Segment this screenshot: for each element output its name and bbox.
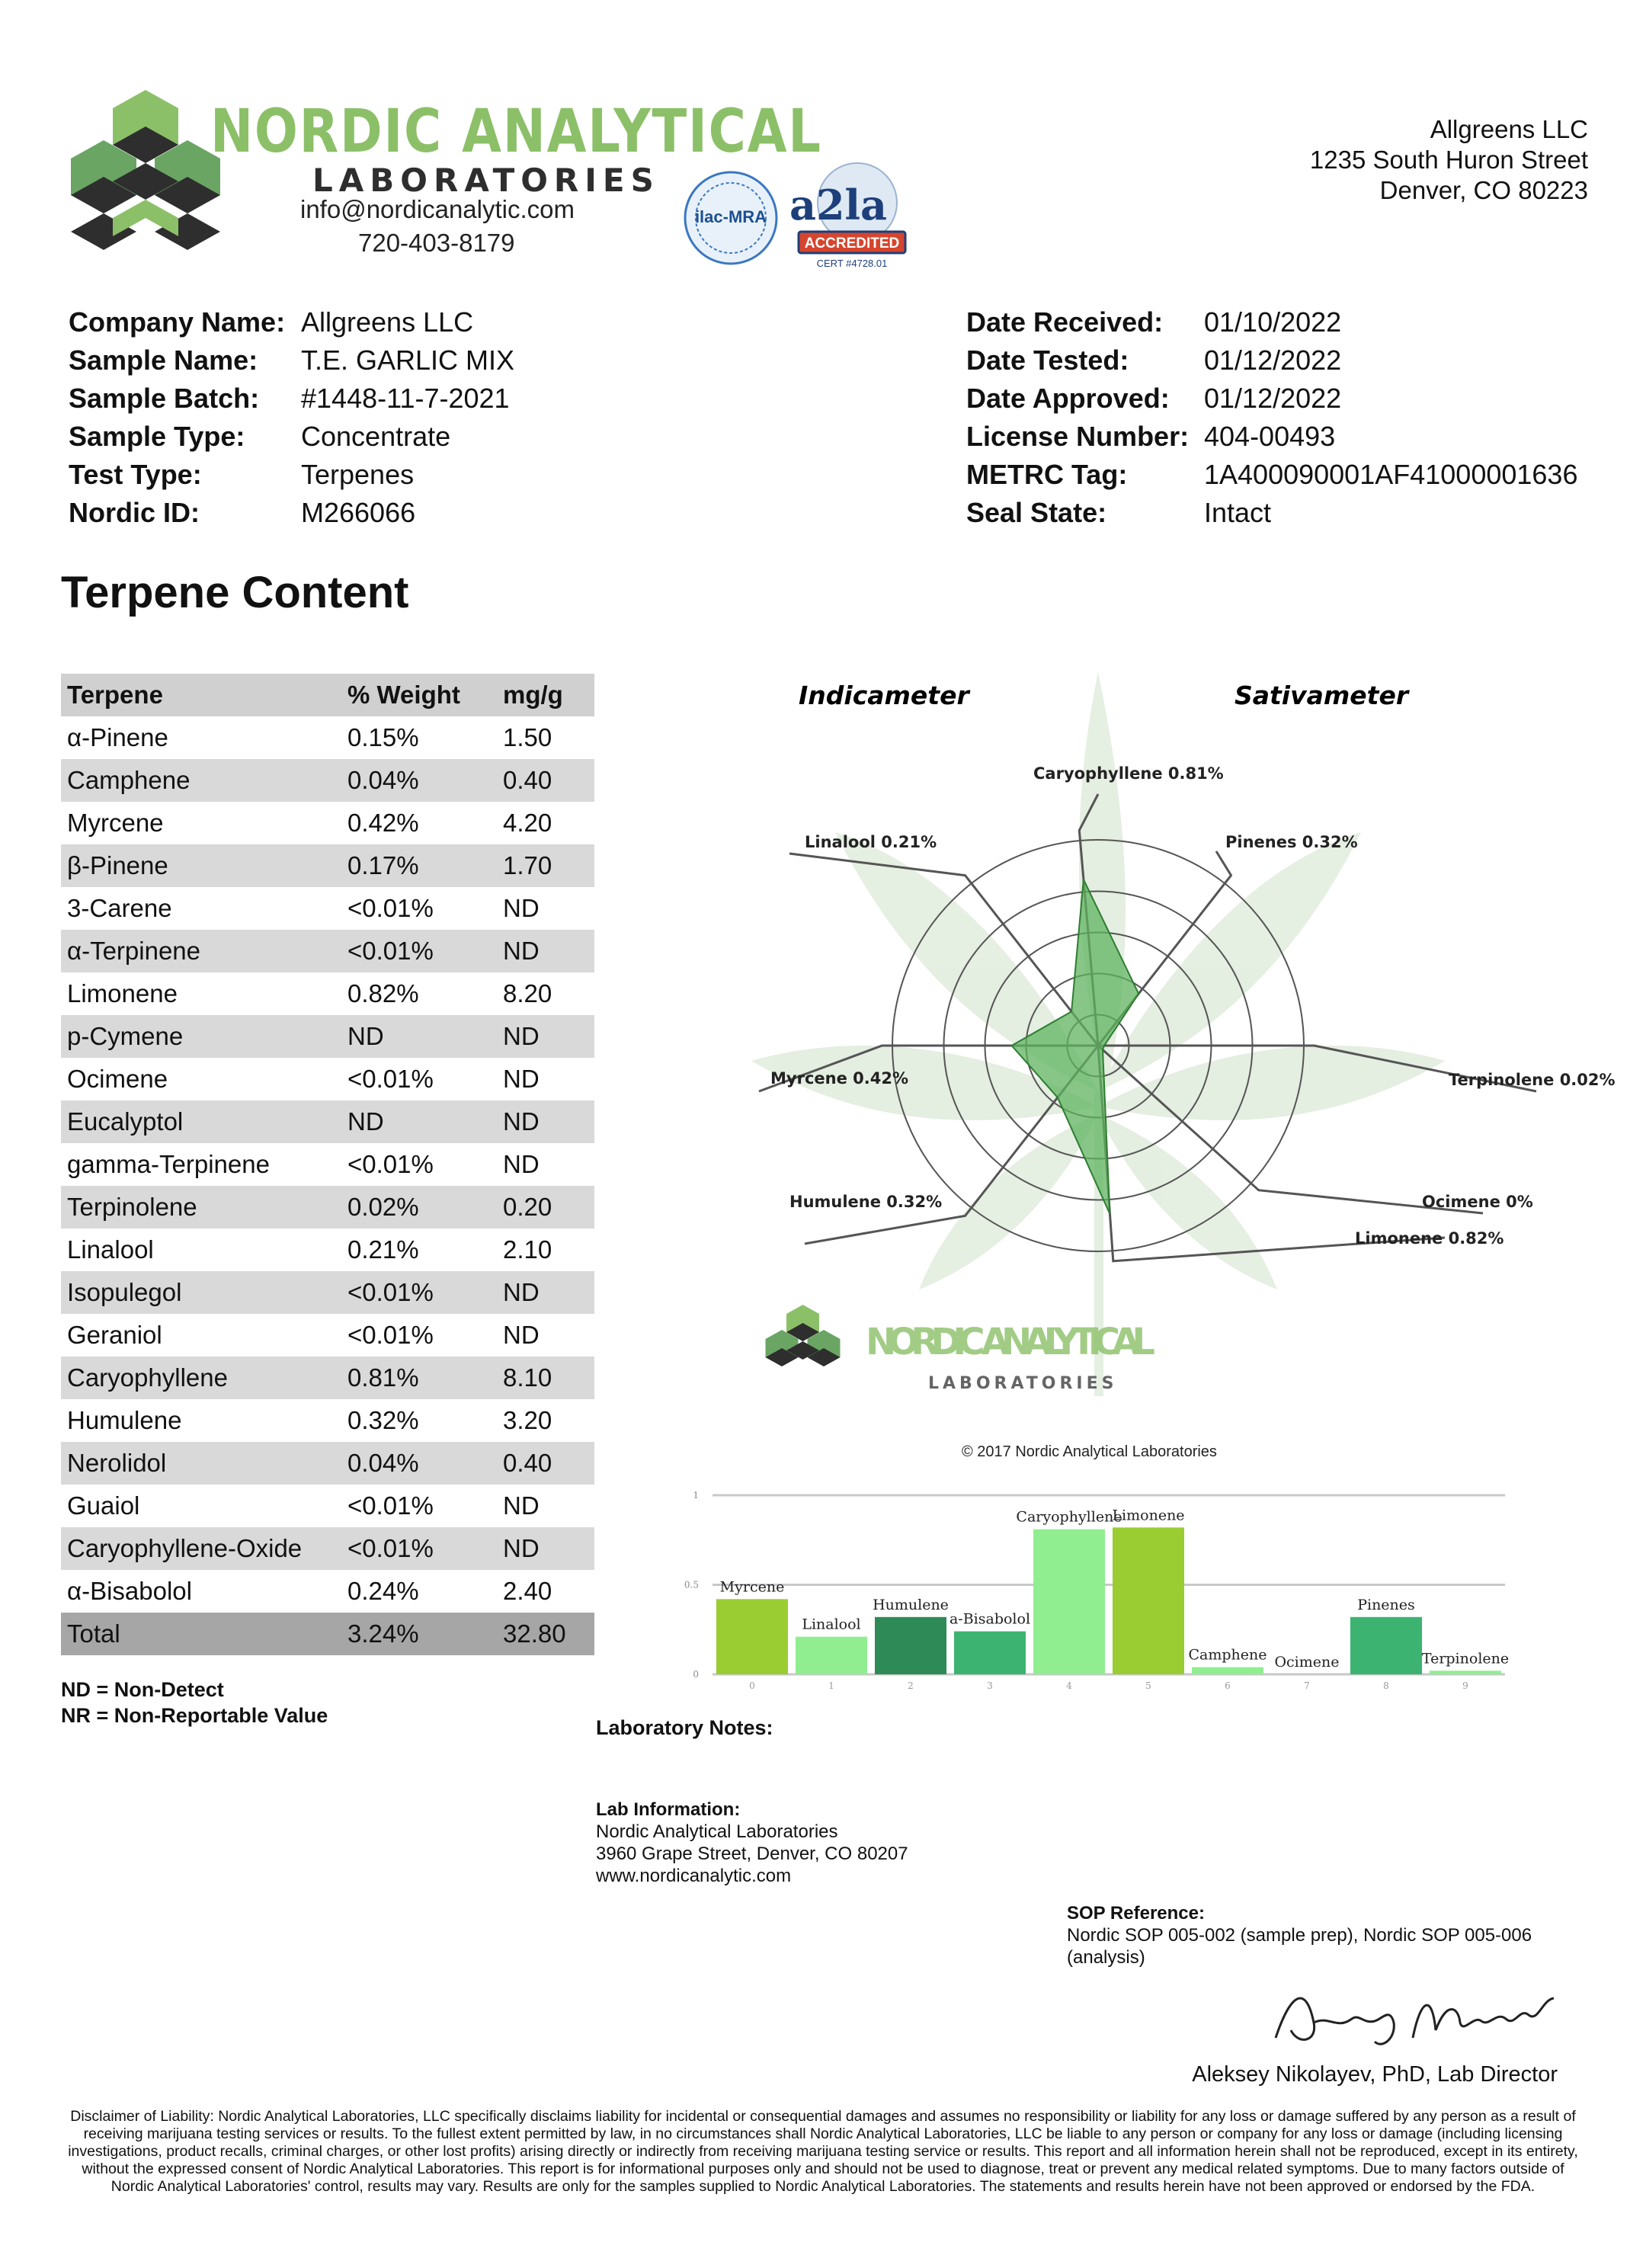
bar [716, 1599, 788, 1674]
bar-label: Linalool [802, 1616, 861, 1633]
bar [1350, 1617, 1422, 1674]
bar [1192, 1667, 1263, 1674]
info-label: Test Type: [69, 459, 202, 490]
info-label: Sample Name: [69, 344, 258, 376]
header-weight: % Weight [347, 681, 460, 709]
bar-label: Limonene [1112, 1507, 1185, 1524]
table-row [61, 1399, 594, 1442]
terpene-name: Humulene [67, 1406, 182, 1434]
terpene-weight: <0.01% [347, 1321, 434, 1349]
terpene-mgg: ND [503, 1321, 540, 1349]
sop-text: Nordic SOP 005-002 (sample prep), Nordic SOP 005-006 (analysis) [1067, 1925, 1532, 1968]
bar-label: Camphene [1188, 1646, 1267, 1664]
terpene-name: Eucalyptol [67, 1107, 184, 1136]
table-row [61, 1100, 594, 1143]
terpene-name: Guaiol [67, 1491, 140, 1520]
radar-axis-label: Pinenes 0.32% [1225, 833, 1358, 851]
info-value: 01/12/2022 [1204, 344, 1342, 376]
table-row [61, 1527, 594, 1570]
radar-axis-label: Caryophyllene 0.81% [1033, 764, 1224, 783]
bar [875, 1617, 946, 1674]
radar-axis-label: Humulene 0.32% [789, 1193, 943, 1211]
lab-info-line: Nordic Analytical Laboratories [596, 1821, 838, 1842]
info-label: Date Received: [966, 306, 1164, 338]
terpene-weight: <0.01% [347, 1491, 434, 1520]
table-row [61, 1570, 594, 1613]
terpene-mgg: ND [503, 1022, 540, 1050]
terpene-name: Terpinolene [67, 1193, 197, 1221]
terpene-weight: 0.17% [347, 851, 419, 879]
terpene-name: p-Cymene [67, 1022, 184, 1050]
table-row [61, 1186, 594, 1228]
nordic-logo-icon [58, 87, 233, 262]
lab-information [596, 1799, 908, 1887]
terpene-name: β-Pinene [67, 851, 168, 879]
x-tick-label: 9 [1462, 1680, 1468, 1691]
terpene-name: Isopulegol [67, 1278, 182, 1306]
terpene-name: Caryophyllene-Oxide [67, 1534, 303, 1562]
terpene-weight: <0.01% [347, 1150, 434, 1178]
terpene-mgg: ND [503, 1278, 540, 1306]
terpene-mgg: 8.10 [503, 1363, 552, 1392]
bar-label: Ocimene [1274, 1654, 1340, 1671]
terpene-name: Geraniol [67, 1321, 162, 1349]
table-row [61, 1015, 594, 1058]
table-header-row [61, 674, 594, 716]
info-value: 01/10/2022 [1204, 306, 1342, 338]
terpene-weight: 0.15% [347, 723, 419, 751]
table-row [61, 844, 594, 887]
brand-title: NORDIC ANALYTICAL [210, 98, 822, 166]
terpene-weight: 0.02% [347, 1193, 419, 1221]
bar [1113, 1527, 1184, 1674]
terpene-weight: 0.04% [347, 1449, 419, 1477]
info-value: T.E. GARLIC MIX [301, 344, 515, 376]
table-row [61, 972, 594, 1015]
bar [796, 1637, 867, 1674]
table-row [61, 1271, 594, 1314]
info-label: Seal State: [966, 497, 1107, 528]
terpene-name: Limonene [67, 979, 178, 1007]
svg-text:a2la: a2la [789, 181, 888, 229]
a2la-accredited-text: ACCREDITED [804, 235, 900, 251]
bar-label: Pinenes [1357, 1596, 1415, 1613]
header-mgg: mg/g [503, 681, 563, 709]
table-row [61, 1442, 594, 1485]
table-row [61, 1058, 594, 1100]
x-tick-label: 6 [1225, 1680, 1231, 1691]
bar-label: a-Bisabolol [949, 1610, 1031, 1628]
terpene-radar-chart [713, 665, 1616, 1427]
sop-label: SOP Reference: [1067, 1903, 1205, 1924]
total-weight: 3.24% [347, 1619, 419, 1648]
sop-reference [1067, 1902, 1555, 1968]
section-title: Terpene Content [61, 568, 409, 617]
y-tick-label: 0 [693, 1669, 699, 1680]
terpene-weight: <0.01% [347, 937, 434, 965]
client-address-line: Denver, CO 80223 [1379, 176, 1588, 204]
radar-axis-label: Ocimene 0% [1422, 1193, 1533, 1211]
info-value: Terpenes [301, 459, 415, 490]
table-row [61, 887, 594, 930]
bar-label: Myrcene [719, 1578, 785, 1596]
indicameter-label: Indicameter [799, 681, 969, 710]
terpene-name: α-Bisabolol [67, 1577, 192, 1605]
lab-info-line: www.nordicanalytic.com [596, 1866, 792, 1886]
client-address-line: 1235 South Huron Street [1309, 146, 1588, 174]
watermark-logo-icon [766, 1305, 841, 1366]
terpene-mgg: 3.20 [503, 1406, 552, 1434]
brand-email: info@nordicanalytic.com [300, 195, 575, 223]
terpene-mgg: 4.20 [503, 809, 552, 837]
terpene-mgg: ND [503, 1491, 540, 1520]
terpene-weight: <0.01% [347, 1278, 434, 1306]
table-row [61, 1314, 594, 1357]
info-label: Sample Type: [69, 421, 245, 452]
info-value: #1448-11-7-2021 [301, 383, 510, 414]
table-row [61, 930, 594, 972]
terpene-name: gamma-Terpinene [67, 1150, 270, 1178]
y-tick-label: 1 [693, 1490, 699, 1501]
x-tick-label: 1 [828, 1680, 834, 1691]
terpene-mgg: ND [503, 894, 540, 922]
terpene-mgg: 2.10 [503, 1235, 552, 1264]
lab-info-label: Lab Information: [596, 1799, 741, 1820]
bar [1430, 1671, 1501, 1674]
info-value: 01/12/2022 [1204, 383, 1342, 414]
terpene-weight: 0.82% [347, 979, 419, 1007]
info-label: Date Tested: [966, 344, 1129, 376]
terpene-mgg: ND [503, 1107, 540, 1136]
terpene-name: α-Pinene [67, 723, 168, 751]
info-value: Concentrate [301, 421, 451, 452]
legend-note-nr: NR = Non-Reportable Value [61, 1704, 328, 1727]
terpene-weight: ND [347, 1022, 384, 1050]
table-row [61, 802, 594, 844]
terpene-name: Linalool [67, 1235, 154, 1264]
ilac-badge-text: ilac-MRA [694, 207, 767, 226]
terpene-name: 3-Carene [67, 894, 172, 922]
x-tick-label: 3 [987, 1680, 993, 1691]
info-label: Nordic ID: [69, 497, 200, 528]
terpene-name: Myrcene [67, 809, 164, 837]
x-tick-label: 4 [1066, 1680, 1072, 1691]
terpene-weight: <0.01% [347, 894, 434, 922]
info-label: License Number: [966, 421, 1190, 452]
terpene-mgg: ND [503, 1065, 540, 1093]
lab-info-line: 3960 Grape Street, Denver, CO 80207 [596, 1844, 908, 1864]
terpene-name: Nerolidol [67, 1449, 167, 1477]
signer-name: Aleksey Nikolayev, PhD, Lab Director [1192, 2062, 1558, 2087]
chart-copyright: © 2017 Nordic Analytical Laboratories [962, 1443, 1217, 1460]
info-value: Allgreens LLC [301, 306, 474, 338]
terpene-mgg: 0.40 [503, 766, 552, 794]
header-terpene: Terpene [67, 681, 163, 709]
client-address [1310, 114, 1588, 206]
sample-info-right [966, 303, 1577, 532]
bar [1033, 1530, 1105, 1674]
bar-label: Humulene [873, 1596, 949, 1613]
bar-label: Terpinolene [1421, 1650, 1510, 1667]
watermark-title: NORDIC ANALYTICAL [866, 1321, 1155, 1363]
terpene-mgg: ND [503, 937, 540, 965]
x-tick-label: 2 [908, 1680, 914, 1691]
disclaimer: Disclaimer of Liability: Nordic Analytical Laboratories, LLC specifically disclaims liability for incidental or consequential damages and assumes no responsibility or liability for any loss or damage suffered by any person as a result of receiving marijuana testing services or results. To the fullest extent permitted by law, in no circumstances shall Nordic Analytical Laboratories, LLC be liable to any person or company for any loss or damage (including licensing investigations, product recalls, criminal charges, or other lost profits) arising directly or indirectly from receiving marijuana testing service or results. This report and all information herein shall not be reproduced, except in its entirety, without the expressed consent of Nordic Analytical Laboratories. This report is for informational purposes only and should not be used to diagnose, treat or prevent any medical related symptoms. Due to many factors outside of Nordic Analytical Laboratories' control, results may vary. Results are only for the samples supplied to Nordic Analytical Laboratories. The statements and results herein have not been approved or endorsed by the FDA. [68, 2108, 1578, 2195]
terpene-name: α-Terpinene [67, 937, 201, 965]
table-total-row [61, 1613, 594, 1655]
brand-phone: 720-403-8179 [358, 229, 515, 257]
ilac-mra-badge-icon [683, 165, 779, 271]
table-row [61, 716, 594, 759]
radar-axis-label: Myrcene 0.42% [770, 1069, 908, 1088]
terpene-name: Camphene [67, 766, 191, 794]
info-label: Date Approved: [966, 383, 1170, 414]
bar-label: Caryophyllene [1016, 1508, 1122, 1526]
radar-axis-label: Limonene 0.82% [1355, 1229, 1504, 1248]
table-row [61, 759, 594, 802]
terpene-mgg: ND [503, 1534, 540, 1562]
info-value: 404-00493 [1204, 421, 1336, 452]
terpene-weight: 0.81% [347, 1363, 419, 1392]
x-tick-label: 8 [1383, 1680, 1389, 1691]
terpene-weight: 0.32% [347, 1406, 419, 1434]
terpene-mgg: 0.20 [503, 1193, 552, 1221]
sample-info-left [69, 303, 514, 532]
x-tick-label: 7 [1304, 1680, 1310, 1691]
a2la-cert-text: CERT #4728.01 [816, 258, 888, 269]
sativameter-label: Sativameter [1234, 681, 1409, 710]
terpene-bar-chart [671, 1433, 1509, 1692]
info-label: Company Name: [69, 306, 286, 338]
terpene-name: Ocimene [67, 1065, 168, 1093]
radar-axis-label: Terpinolene 0.02% [1449, 1071, 1616, 1089]
info-label: METRC Tag: [966, 459, 1128, 490]
total-mgg: 32.80 [503, 1619, 566, 1648]
y-tick-label: 0.5 [684, 1579, 699, 1590]
terpene-name: Caryophyllene [67, 1363, 228, 1392]
terpene-weight: 0.04% [347, 766, 419, 794]
info-value: M266066 [301, 497, 416, 528]
table-row [61, 1228, 594, 1271]
table-row [61, 1143, 594, 1186]
signature-icon [1260, 1977, 1565, 2061]
total-label: Total [67, 1619, 120, 1648]
radar-axis-label: Linalool 0.21% [805, 833, 937, 851]
terpene-weight: 0.42% [347, 809, 419, 837]
info-label: Sample Batch: [69, 383, 260, 414]
bar [954, 1632, 1026, 1674]
terpene-weight: 0.24% [347, 1577, 419, 1605]
legend-note-nd: ND = Non-Detect [61, 1678, 224, 1701]
a2la-accredited-badge-icon [785, 159, 914, 273]
client-address-line: Allgreens LLC [1430, 115, 1588, 143]
terpene-mgg: 1.70 [503, 851, 552, 879]
x-tick-label: 0 [749, 1680, 755, 1691]
terpene-weight: ND [347, 1107, 384, 1136]
terpene-weight: <0.01% [347, 1534, 434, 1562]
terpene-mgg: 8.20 [503, 979, 552, 1007]
table-row [61, 1485, 594, 1527]
table-row [61, 1357, 594, 1399]
watermark-subtitle: LABORATORIES [928, 1374, 1118, 1393]
terpene-mgg: 2.40 [503, 1577, 552, 1605]
laboratory-notes-label: Laboratory Notes: [596, 1716, 773, 1739]
terpene-mgg: 0.40 [503, 1449, 552, 1477]
terpene-mgg: ND [503, 1150, 540, 1178]
terpene-table [61, 674, 594, 1655]
x-tick-label: 5 [1145, 1680, 1151, 1691]
terpene-weight: <0.01% [347, 1065, 434, 1093]
terpene-mgg: 1.50 [503, 723, 552, 751]
info-value: 1A400090001AF41000001636 [1204, 459, 1578, 490]
info-value: Intact [1204, 497, 1272, 528]
brand-subtitle: LABORATORIES [312, 162, 660, 199]
legend-notes [61, 1677, 328, 1728]
terpene-weight: 0.21% [347, 1235, 419, 1264]
